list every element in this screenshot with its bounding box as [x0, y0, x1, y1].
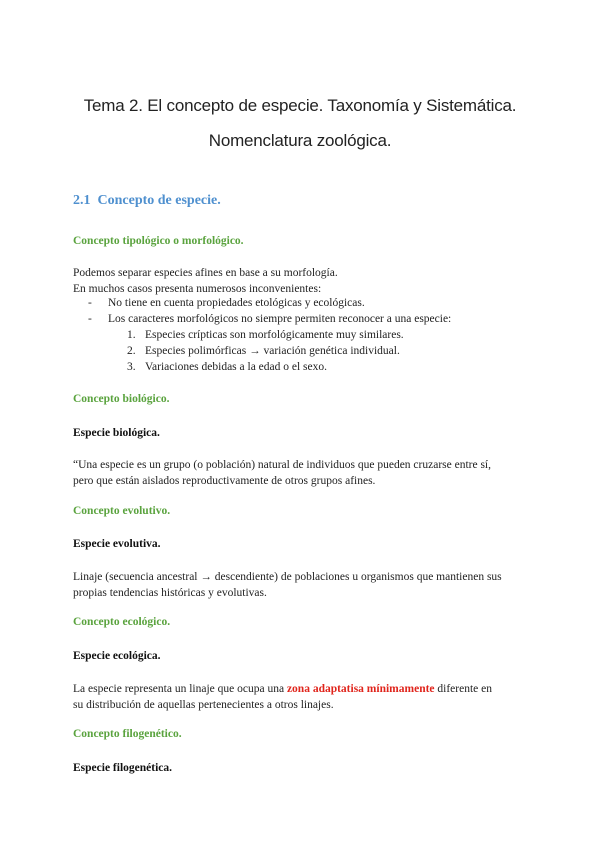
heading-biologico: Concepto biológico.: [73, 393, 170, 405]
numbered-item-text: Variaciones debidas a la edad o el sexo.: [145, 361, 328, 373]
numbered-item-text: Especies crípticas son morfológicamente muy similares.: [145, 329, 404, 341]
ecologico-text: La especie representa un linaje que ocupa una: [73, 683, 287, 695]
ecologico-line-1: [73, 681, 533, 697]
bullet-item: Los caracteres morfológicos no siempre permiten reconocer a una especie:: [108, 313, 452, 325]
numbered-item-index: 1.: [127, 329, 136, 341]
tipologico-paragraph-2: En muchos casos presenta numerosos inconvenientes:: [73, 283, 322, 295]
biologico-line-2: pero que están aislados reproductivamente de otros grupos afines.: [73, 475, 376, 487]
section-label: Concepto de especie.: [97, 193, 221, 208]
section-heading: [73, 193, 221, 209]
document-title-line-2: Nomenclatura zoológica.: [208, 131, 392, 150]
heading-tipologico: Concepto tipológico o morfológico.: [73, 235, 244, 247]
subheading-biologico: Especie biológica.: [73, 427, 160, 439]
ecologico-line-2: su distribución de aquellas pertenecientes a otros linajes.: [73, 699, 334, 711]
ecologico-text: diferente en: [434, 683, 492, 695]
subheading-filogenetico: Especie filogenética.: [73, 762, 173, 774]
subheading-evolutivo: Especie evolutiva.: [73, 538, 161, 550]
bullet-item: No tiene en cuenta propiedades etológicas y ecológicas.: [108, 297, 365, 309]
numbered-item-index: 2.: [127, 345, 136, 357]
numbered-item-text: Especies polimórficas → variación genética individual.: [145, 345, 400, 357]
evolutivo-line-2: propias tendencias históricas y evolutivas.: [73, 587, 267, 599]
heading-evolutivo: Concepto evolutivo.: [73, 505, 171, 517]
biologico-line-1: “Una especie es un grupo (o población) natural de individuos que pueden cruzarse entre sí,: [73, 459, 492, 471]
subheading-ecologico: Especie ecológica.: [73, 650, 161, 662]
section-number: 2.1: [73, 193, 91, 208]
heading-ecologico: Concepto ecológico.: [73, 616, 171, 628]
highlighted-term: zona adaptatisa mínimamente: [286, 683, 435, 695]
tipologico-paragraph-1: Podemos separar especies afines en base a su morfología.: [73, 267, 338, 279]
heading-filogenetico: Concepto filogenético.: [73, 728, 182, 740]
bullet-marker: -: [88, 297, 92, 309]
numbered-item-index: 3.: [127, 361, 136, 373]
bullet-marker: -: [88, 313, 92, 325]
document-title-line-1: Tema 2. El concepto de especie. Taxonomía y Sistemática.: [83, 96, 517, 115]
evolutivo-line-1: Linaje (secuencia ancestral → descendiente) de poblaciones u organismos que mantienen sus: [73, 571, 502, 583]
